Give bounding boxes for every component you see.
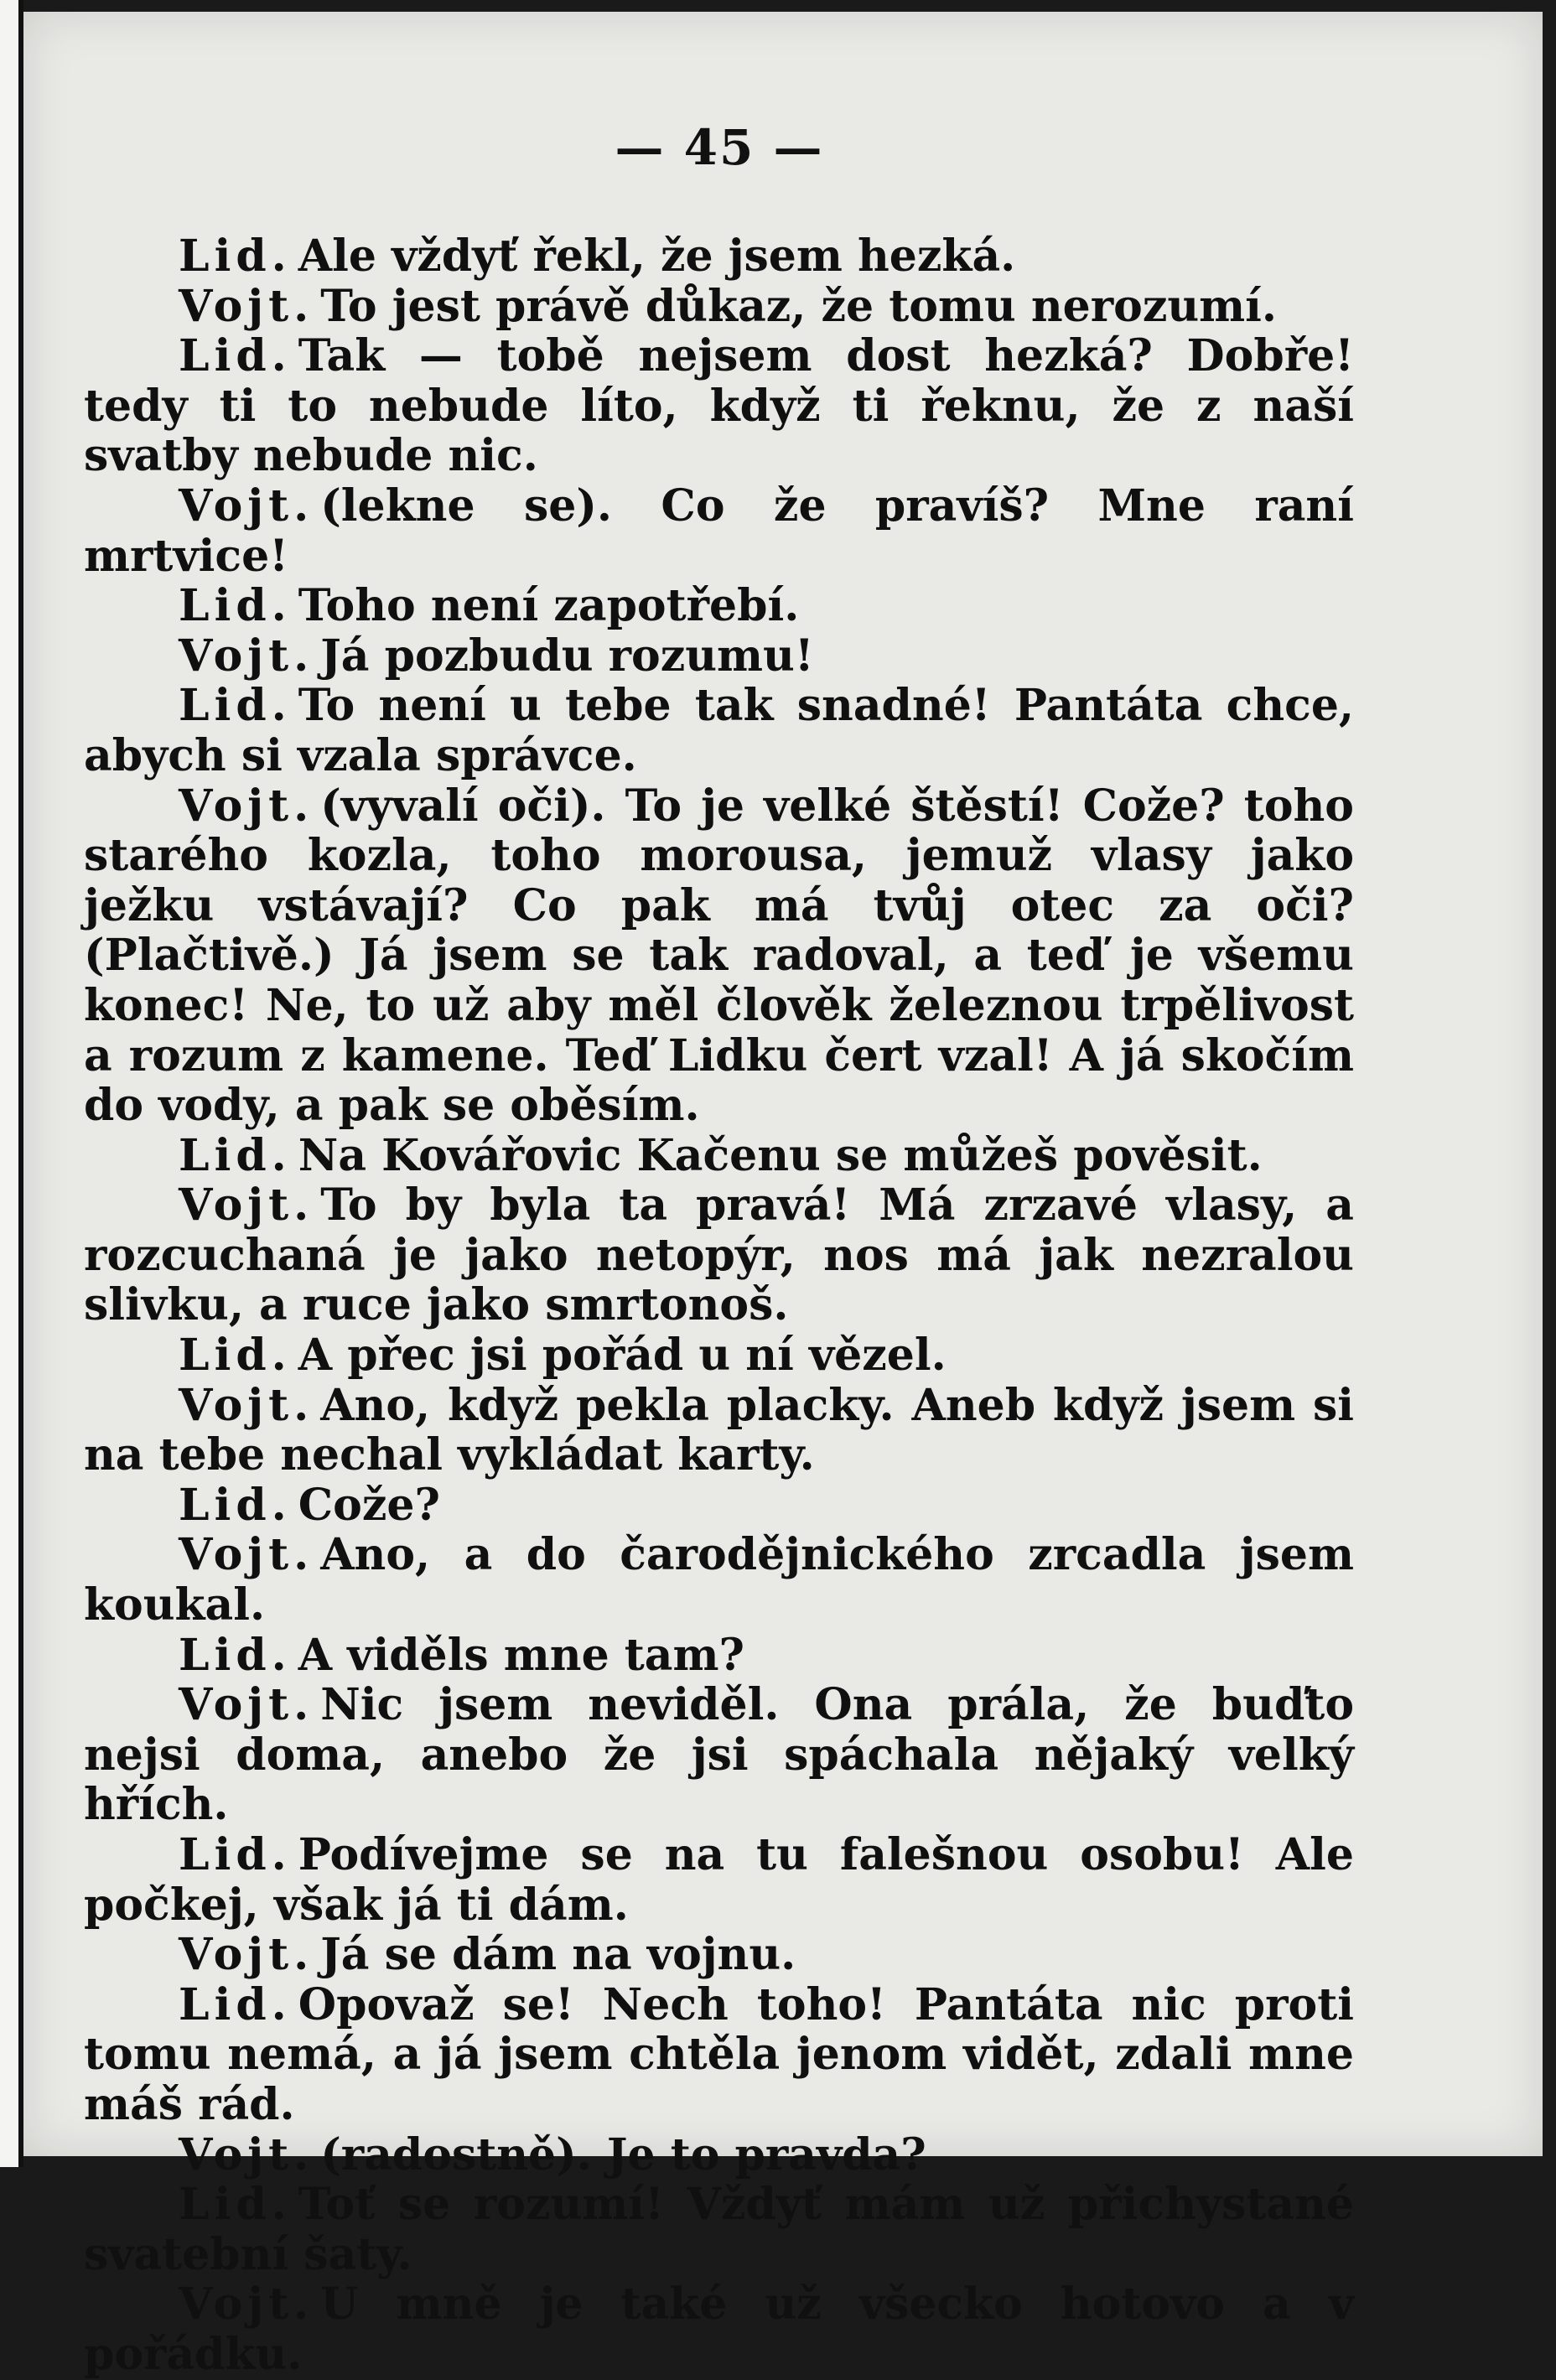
speaker: Lid. [179, 2179, 292, 2231]
line-text: A viděls mne tam? [298, 1629, 744, 1681]
line-text: Podívejme se na tu falešnou osobu! Ale počkej, však já ti dám. [84, 1829, 1354, 1931]
dialogue-line [84, 481, 1354, 581]
dialogue-line [84, 1680, 1354, 1830]
speaker: Vojt. [179, 2129, 314, 2180]
speaker: Vojt. [179, 780, 314, 832]
speaker: Lid. [179, 1479, 292, 1531]
line-text: Nic jsem neviděl. Ona prála, že buďto nejsi doma, anebo že jsi spáchala nějaký velký hřích. [84, 1679, 1354, 1831]
speaker: Lid. [179, 330, 292, 382]
line-text: To by byla ta pravá! Má zrzavé vlasy, a rozcuchaná je jako netopýr, nos má jak nezralou slivku, a ruce jako smrtonoš. [84, 1180, 1354, 1331]
line-text: (vyvalí oči). To je velké štěstí! Cože? toho starého kozla, toho morousa, jemuž vlasy jako ježku vstávají? Co pak má tvůj otec za oči? (Plačtivě.) Já jsem se tak radoval, a teď je všemu konec! Ne, to už aby měl člověk železnou trpělivost a rozum z kamene. Teď Lidku čert vzal! A já skočím do vody, a pak se oběsím. [84, 780, 1354, 1132]
page-text [84, 231, 1354, 2380]
line-text: Toho není zapotřebí. [298, 580, 800, 632]
dialogue-line [84, 1381, 1354, 1480]
speaker: Vojt. [179, 1929, 314, 1981]
line-text: To jest právě důkaz, že tomu nerozumí. [320, 280, 1278, 332]
speaker: Vojt. [179, 1529, 314, 1581]
dialogue-line [84, 2180, 1354, 2279]
dialogue-line [84, 231, 1354, 282]
speaker: Vojt. [179, 2279, 314, 2331]
line-text: Na Kovářovic Kačenu se můžeš pověsit. [298, 1129, 1263, 1181]
speaker: Lid. [179, 1829, 292, 1880]
dialogue-line [84, 1330, 1354, 1381]
dialogue-line [84, 282, 1354, 332]
dialogue-line [84, 1530, 1354, 1630]
line-text: Ale vždyť řekl, že jsem hezká. [298, 231, 1016, 282]
speaker: Vojt. [179, 280, 314, 332]
dialogue-line [84, 331, 1354, 481]
dialogue-line [84, 631, 1354, 682]
line-text: (lekne se). Co že pravíš? Mne raní mrtvice! [84, 480, 1354, 582]
line-text: Ano, když pekla placky. Aneb když jsem si na tebe nechal vykládat karty. [84, 1379, 1354, 1481]
dialogue-line [84, 581, 1354, 631]
dialogue-line [84, 1930, 1354, 1980]
speaker: Vojt. [179, 1180, 314, 1231]
dialogue-line [84, 1830, 1354, 1930]
line-text: Ano, a do čarodějnického zrcadla jsem koukal. [84, 1529, 1354, 1631]
speaker: Vojt. [179, 1379, 314, 1431]
dialogue-line [84, 781, 1354, 1131]
speaker: Lid. [179, 680, 292, 732]
speaker: Lid. [179, 1129, 292, 1181]
dialogue-line [84, 1480, 1354, 1531]
scan-left-edge [0, 0, 23, 2167]
line-text: Opovaž se! Nech toho! Pantáta nic proti tomu nemá, a já jsem chtěla jenom vidět, zdali mne máš rád. [84, 1978, 1354, 2130]
speaker: Lid. [179, 580, 292, 632]
line-text: Já se dám na vojnu. [320, 1929, 796, 1981]
line-text: Já pozbudu rozumu! [320, 630, 814, 682]
dialogue-line [84, 2130, 1354, 2180]
speaker: Lid. [179, 1629, 292, 1681]
line-text: (radostně). Je to pravda? [320, 2129, 926, 2180]
speaker: Lid. [179, 1330, 292, 1382]
line-text: Tak — tobě nejsem dost hezká? Dobře! tedy ti to nebude líto, když ti řeknu, že z naší svatby nebude nic. [84, 330, 1354, 482]
speaker: Vojt. [179, 630, 314, 682]
dialogue-line [84, 1980, 1354, 2130]
line-text: To není u tebe tak snadné! Pantáta chce, abych si vzala správce. [84, 680, 1354, 781]
line-text: Toť se rozumí! Vždyť mám už přichystané svatební šaty. [84, 2179, 1354, 2280]
speaker: Lid. [179, 1978, 292, 2030]
speaker: Vojt. [179, 1679, 314, 1731]
dialogue-line [84, 1131, 1354, 1181]
page-number: — 45 — [615, 119, 824, 176]
dialogue-line [84, 1631, 1354, 1681]
dialogue-line [84, 1180, 1354, 1330]
speaker: Lid. [179, 231, 292, 282]
book-page [23, 12, 1543, 2380]
dialogue-line [84, 2279, 1354, 2379]
line-text: U mně je také už všecko hotovo a v pořádku. [84, 2279, 1354, 2380]
line-text: Cože? [298, 1479, 440, 1531]
line-text: A přec jsi pořád u ní vězel. [298, 1330, 947, 1382]
speaker: Vojt. [179, 480, 314, 531]
dialogue-line [84, 681, 1354, 780]
